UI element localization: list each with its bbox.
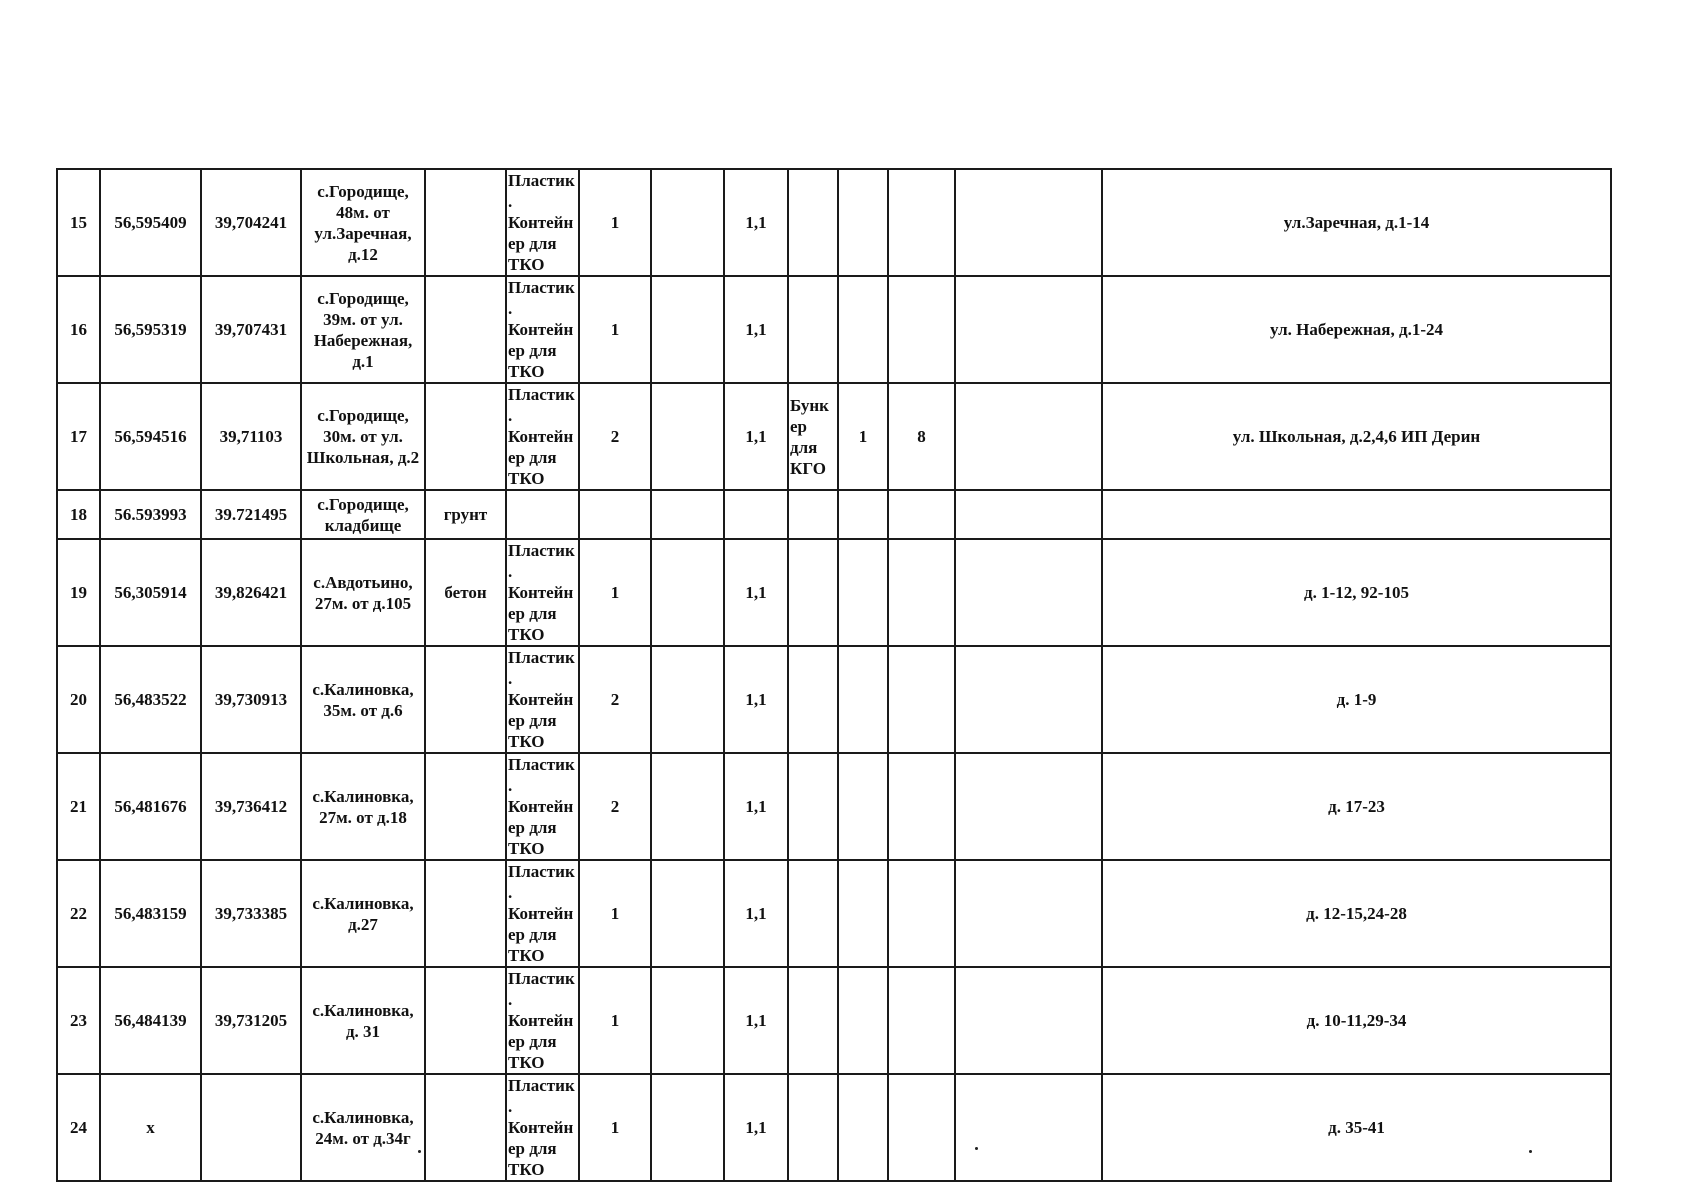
surface-type [425, 169, 506, 276]
blank-cell [651, 383, 724, 490]
table-row [57, 490, 1611, 539]
container-type [506, 490, 579, 539]
container-type: Пластик. Контейнер для ТКО [506, 169, 579, 276]
container-volume: 1,1 [724, 967, 788, 1074]
latitude: 56,595409 [100, 169, 201, 276]
bin-type [788, 753, 838, 860]
bin-count [838, 753, 888, 860]
bin-count [838, 967, 888, 1074]
container-volume: 1,1 [724, 539, 788, 646]
bin-type [788, 1074, 838, 1181]
site-address: с.Городище, 39м. от ул. Набережная, д.1 [301, 276, 425, 383]
surface-type [425, 860, 506, 967]
table-row [57, 860, 1611, 967]
site-address: с.Калиновка, 24м. от д.34г [301, 1074, 425, 1181]
site-number: 18 [57, 490, 100, 539]
container-type: Пластик. Контейнер для ТКО [506, 1074, 579, 1181]
site-number: 16 [57, 276, 100, 383]
latitude: 56,484139 [100, 967, 201, 1074]
longitude: 39.721495 [201, 490, 301, 539]
served-addresses: д. 17-23 [1102, 753, 1611, 860]
surface-type [425, 383, 506, 490]
bin-count: 1 [838, 383, 888, 490]
site-number: 17 [57, 383, 100, 490]
longitude: 39,730913 [201, 646, 301, 753]
blank-cell [651, 490, 724, 539]
container-count: 2 [579, 646, 651, 753]
bin-volume [888, 276, 955, 383]
container-count: 2 [579, 753, 651, 860]
table-row [57, 646, 1611, 753]
blank-cell [955, 383, 1102, 490]
blank-cell [651, 753, 724, 860]
served-addresses: д. 12-15,24-28 [1102, 860, 1611, 967]
surface-type [425, 1074, 506, 1181]
container-volume: 1,1 [724, 276, 788, 383]
blank-cell [955, 967, 1102, 1074]
container-type: Пластик. Контейнер для ТКО [506, 646, 579, 753]
longitude: 39,71103 [201, 383, 301, 490]
longitude: 39,731205 [201, 967, 301, 1074]
blank-cell [651, 169, 724, 276]
site-number: 20 [57, 646, 100, 753]
bin-count [838, 490, 888, 539]
surface-type [425, 967, 506, 1074]
site-number: 24 [57, 1074, 100, 1181]
container-count [579, 490, 651, 539]
container-count: 1 [579, 276, 651, 383]
blank-cell [955, 490, 1102, 539]
site-address: с.Городище, кладбище [301, 490, 425, 539]
bin-type [788, 860, 838, 967]
table-row [57, 967, 1611, 1074]
latitude: 56,483522 [100, 646, 201, 753]
longitude: 39,826421 [201, 539, 301, 646]
container-volume: 1,1 [724, 383, 788, 490]
longitude: 39,707431 [201, 276, 301, 383]
bin-volume [888, 967, 955, 1074]
blank-cell [955, 646, 1102, 753]
container-type: Пластик. Контейнер для ТКО [506, 860, 579, 967]
table-row [57, 539, 1611, 646]
served-addresses: ул. Набережная, д.1-24 [1102, 276, 1611, 383]
bin-type [788, 276, 838, 383]
bin-volume [888, 1074, 955, 1181]
latitude: 56,481676 [100, 753, 201, 860]
blank-cell [651, 967, 724, 1074]
bin-volume [888, 490, 955, 539]
container-volume: 1,1 [724, 753, 788, 860]
container-count: 1 [579, 539, 651, 646]
surface-type: бетон [425, 539, 506, 646]
container-volume [724, 490, 788, 539]
bin-type [788, 646, 838, 753]
bin-volume [888, 646, 955, 753]
surface-type [425, 276, 506, 383]
longitude [201, 1074, 301, 1181]
surface-type: грунт [425, 490, 506, 539]
site-address: с.Городище, 48м. от ул.Заречная, д.12 [301, 169, 425, 276]
served-addresses [1102, 490, 1611, 539]
surface-type [425, 753, 506, 860]
served-addresses: д. 35-41 [1102, 1074, 1611, 1181]
blank-cell [651, 860, 724, 967]
scan-speck [975, 1147, 978, 1150]
container-count: 1 [579, 860, 651, 967]
container-type: Пластик. Контейнер для ТКО [506, 967, 579, 1074]
bin-volume [888, 753, 955, 860]
container-count: 1 [579, 967, 651, 1074]
container-count: 1 [579, 169, 651, 276]
waste-sites-table [56, 168, 1612, 1182]
served-addresses: д. 1-9 [1102, 646, 1611, 753]
bin-volume [888, 860, 955, 967]
bin-count [838, 276, 888, 383]
site-address: с.Авдотьино, 27м. от д.105 [301, 539, 425, 646]
bin-type [788, 169, 838, 276]
latitude: 56,483159 [100, 860, 201, 967]
served-addresses: ул. Школьная, д.2,4,6 ИП Дерин [1102, 383, 1611, 490]
served-addresses: д. 1-12, 92-105 [1102, 539, 1611, 646]
bin-volume: 8 [888, 383, 955, 490]
served-addresses: д. 10-11,29-34 [1102, 967, 1611, 1074]
table-row [57, 1074, 1611, 1181]
blank-cell [955, 860, 1102, 967]
latitude: 56,594516 [100, 383, 201, 490]
site-address: с.Калиновка, д.27 [301, 860, 425, 967]
latitude: х [100, 1074, 201, 1181]
site-number: 15 [57, 169, 100, 276]
longitude: 39,736412 [201, 753, 301, 860]
blank-cell [955, 1074, 1102, 1181]
blank-cell [651, 539, 724, 646]
bin-count [838, 646, 888, 753]
blank-cell [651, 1074, 724, 1181]
bin-volume [888, 539, 955, 646]
bin-count [838, 169, 888, 276]
blank-cell [955, 276, 1102, 383]
blank-cell [955, 753, 1102, 860]
latitude: 56.593993 [100, 490, 201, 539]
bin-type [788, 539, 838, 646]
latitude: 56,595319 [100, 276, 201, 383]
longitude: 39,704241 [201, 169, 301, 276]
site-address: с.Калиновка, 27м. от д.18 [301, 753, 425, 860]
container-count: 1 [579, 1074, 651, 1181]
bin-volume [888, 169, 955, 276]
container-type: Пластик. Контейнер для ТКО [506, 753, 579, 860]
container-count: 2 [579, 383, 651, 490]
site-number: 21 [57, 753, 100, 860]
bin-count [838, 539, 888, 646]
site-number: 23 [57, 967, 100, 1074]
served-addresses: ул.Заречная, д.1-14 [1102, 169, 1611, 276]
table-row [57, 383, 1611, 490]
site-number: 22 [57, 860, 100, 967]
blank-cell [651, 646, 724, 753]
blank-cell [651, 276, 724, 383]
bin-count [838, 860, 888, 967]
scan-speck [1529, 1150, 1532, 1153]
table-row [57, 276, 1611, 383]
container-volume: 1,1 [724, 169, 788, 276]
container-volume: 1,1 [724, 646, 788, 753]
longitude: 39,733385 [201, 860, 301, 967]
bin-count [838, 1074, 888, 1181]
bin-type: Бункер для КГО [788, 383, 838, 490]
container-volume: 1,1 [724, 860, 788, 967]
surface-type [425, 646, 506, 753]
container-type: Пластик. Контейнер для ТКО [506, 383, 579, 490]
table-row [57, 169, 1611, 276]
blank-cell [955, 539, 1102, 646]
site-address: с.Калиновка, д. 31 [301, 967, 425, 1074]
site-address: с.Городище, 30м. от ул. Школьная, д.2 [301, 383, 425, 490]
blank-cell [955, 169, 1102, 276]
scan-speck [418, 1150, 421, 1153]
bin-type [788, 967, 838, 1074]
container-type: Пластик. Контейнер для ТКО [506, 539, 579, 646]
latitude: 56,305914 [100, 539, 201, 646]
container-type: Пластик. Контейнер для ТКО [506, 276, 579, 383]
bin-type [788, 490, 838, 539]
site-address: с.Калиновка, 35м. от д.6 [301, 646, 425, 753]
site-number: 19 [57, 539, 100, 646]
container-volume: 1,1 [724, 1074, 788, 1181]
table-row [57, 753, 1611, 860]
